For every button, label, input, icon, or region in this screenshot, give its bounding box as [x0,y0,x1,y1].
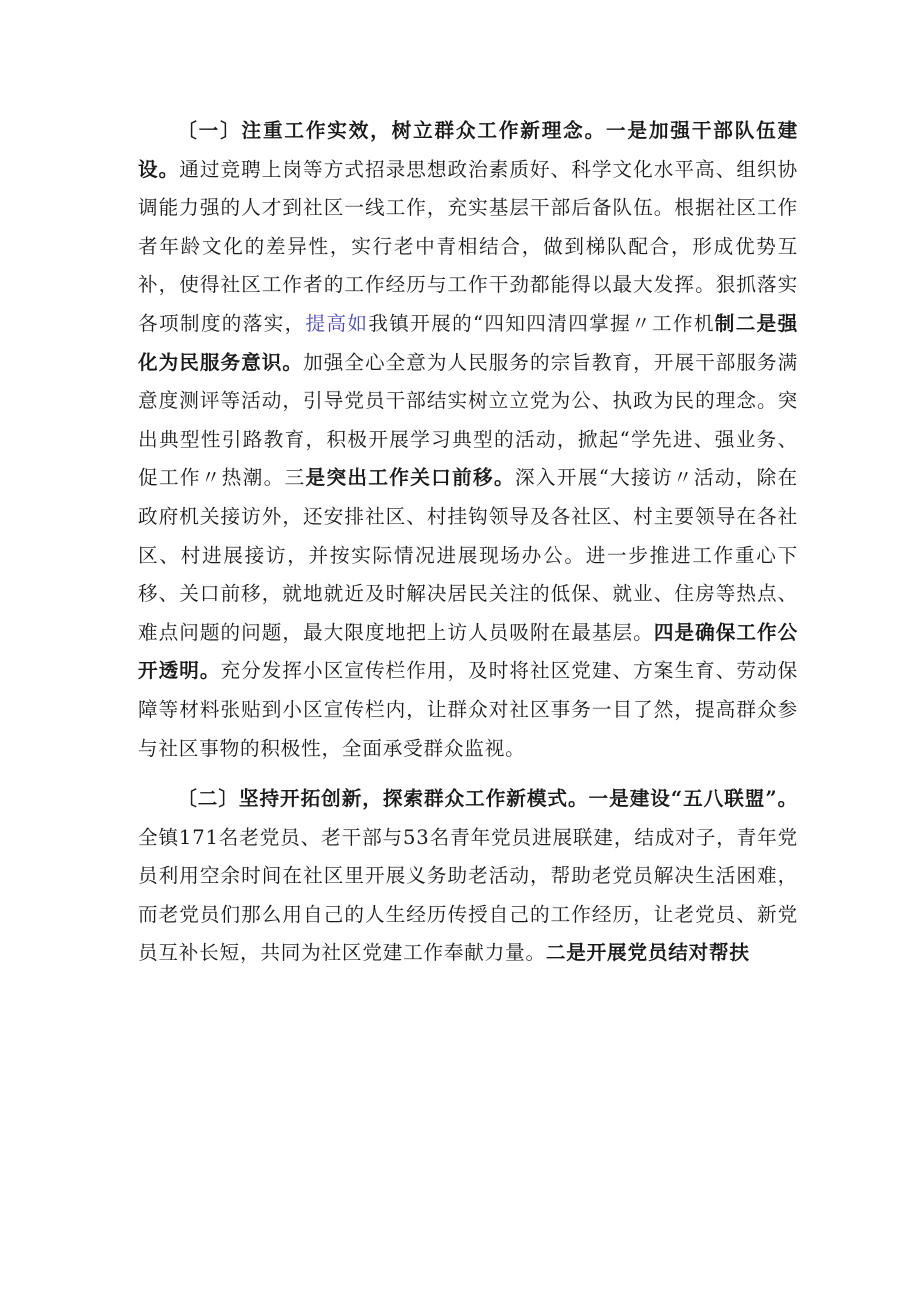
heading-2: 〔二〕坚持开拓创新，探索群众工作新模式。一是建设“五八联盟”。 [177,787,798,811]
text-segment: 全镇171名老党员、老干部与53名青年党员进展联建，结成对子，青年党员利用空余时间在社区里开展义务助老活动，帮助老党员解决生活困难，而老党员们那么用自己的人生经历传授自己的工作经历，让老党员、新党员互补长短，共同为社区党建工作奉献力量。 [138,825,798,965]
bold-point-5: 二是开展党员结对帮扶 [545,941,750,965]
text-segment: 通过竞聘上岗等方式招录思想政治素质好、科学文化水平高、组织协调能力强的人才到社区一线工作，充实基层干部后备队伍。根据社区工作者年龄文化的差异性，实行老中青相结合，做到梯队配合，形成优势互补，使得社区工作者的工作经历与工作干劲都能得以最大发挥。狠抓落实各项制度的落实， [138,157,798,335]
text-segment: 我镇开展的“四知四清四掌握〃工作机 [368,311,715,335]
bold-point-2: 制二是强化为民服务意识。 [138,311,798,374]
link-text[interactable]: 提高如 [305,311,369,335]
bold-point-3: 是突出工作关口前移。 [305,466,515,490]
paragraph-1 [138,112,798,768]
bold-point-4: 四是确保工作公开透明。 [138,620,798,683]
text-segment: 深入开展“大接访〃活动，除在政府机关接访外，还安排社区、村挂钩领导及各社区、村主要领导在各社区、村进展接访，并按实际情况进展现场办公。进一步推进工作重心下移、关口前移，就地就近及时解决居民关注的低保、就业、住房等热点、难点问题的问题，最大限度地把上访人员吸附在最基层。 [138,466,799,644]
heading-1: 〔一〕注重工作实效，树立群众工作新理念。一是加强干部队伍建设。 [138,119,798,181]
document-page [138,112,798,973]
text-segment: 充分发挥小区宣传栏作用，及时将社区党建、方案生育、劳动保障等材料张贴到小区宣传栏内，让群众对社区事务一目了然，提高群众参与社区事物的积极性，全面承受群众监视。 [138,659,798,760]
paragraph-2 [138,780,798,973]
text-segment: 加强全心全意为人民服务的宗旨教育，开展干部服务满意度测评等活动，引导党员干部结实树立立党为公、执政为民的理念。突出典型性引路教育，积极开展学习典型的活动，掀起“学先进、强业务、促工作〃热潮。三 [138,350,798,490]
